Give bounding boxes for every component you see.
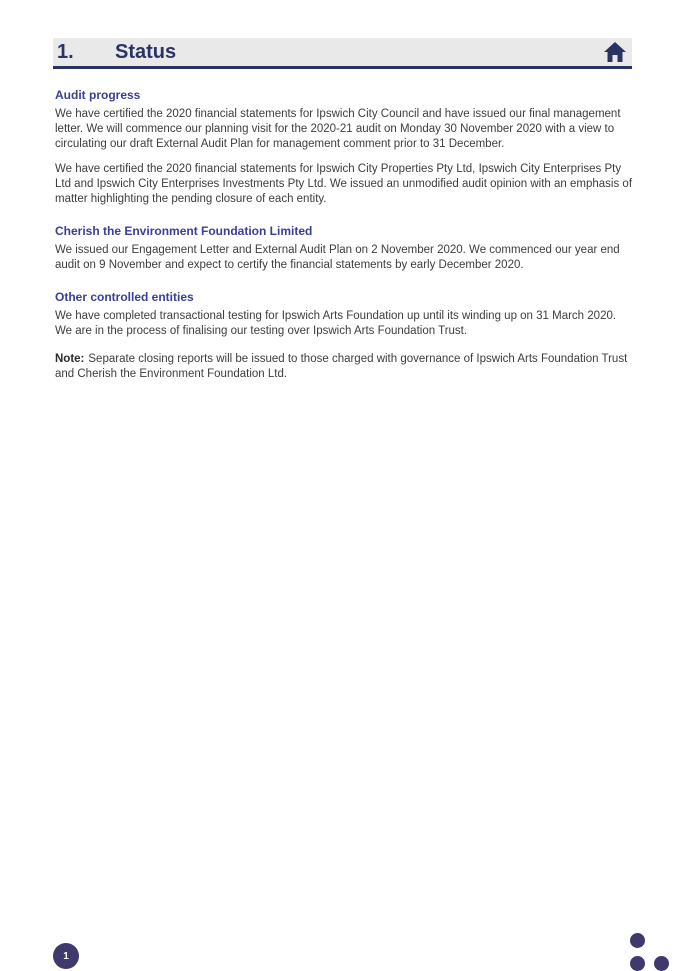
home-button[interactable] (602, 40, 628, 64)
document-content (55, 71, 632, 392)
section-heading-audit-progress: Audit progress (55, 88, 141, 102)
page-title: Status (115, 40, 177, 63)
note-paragraph (55, 352, 632, 382)
section-header (53, 38, 632, 69)
page-number-badge (53, 943, 79, 969)
dots-decoration (630, 933, 675, 965)
section-heading-other-entities: Other controlled entities (55, 290, 194, 304)
paragraph: We have completed transactional testing for Ipswich Arts Foundation up until its winding up on 31 March 2020. We are in the process of finalising our testing over Ipswich Arts Foundation Trust. (55, 310, 617, 337)
note-label: Note: (55, 353, 85, 365)
dot-icon (630, 956, 645, 971)
section-number: 1. (57, 40, 74, 63)
page-number: 1 (63, 950, 69, 962)
paragraph: We issued our Engagement Letter and External Audit Plan on 2 November 2020. We commenced our year end audit on 9 November and expect to certify the financial statements by early December 2020. (55, 244, 620, 271)
note-text: Separate closing reports will be issued to those charged with governance of Ipswich Arts Foundation Trust and Cherish the Environment Foundation Ltd. (55, 353, 628, 380)
dot-icon (654, 956, 669, 971)
paragraph: We have certified the 2020 financial statements for Ipswich City Council and have issued our final management letter. We will commence our planning visit for the 2020-21 audit on Monday 30 November 2020 with a view to circulating our draft External Audit Plan for management comment prior to 31 December. (55, 108, 621, 150)
paragraph: We have certified the 2020 financial statements for Ipswich City Properties Pty Ltd, Ipswich City Enterprises Pty Ltd and Ipswich City Enterprises Investments Pty Ltd. We issued an unmodified audit opinion with an emphasis of matter highlighting the pending closure of each entity. (55, 163, 633, 205)
home-icon (603, 41, 627, 63)
section-heading-cherish-environment: Cherish the Environment Foundation Limited (55, 224, 313, 238)
dot-icon (630, 933, 645, 948)
